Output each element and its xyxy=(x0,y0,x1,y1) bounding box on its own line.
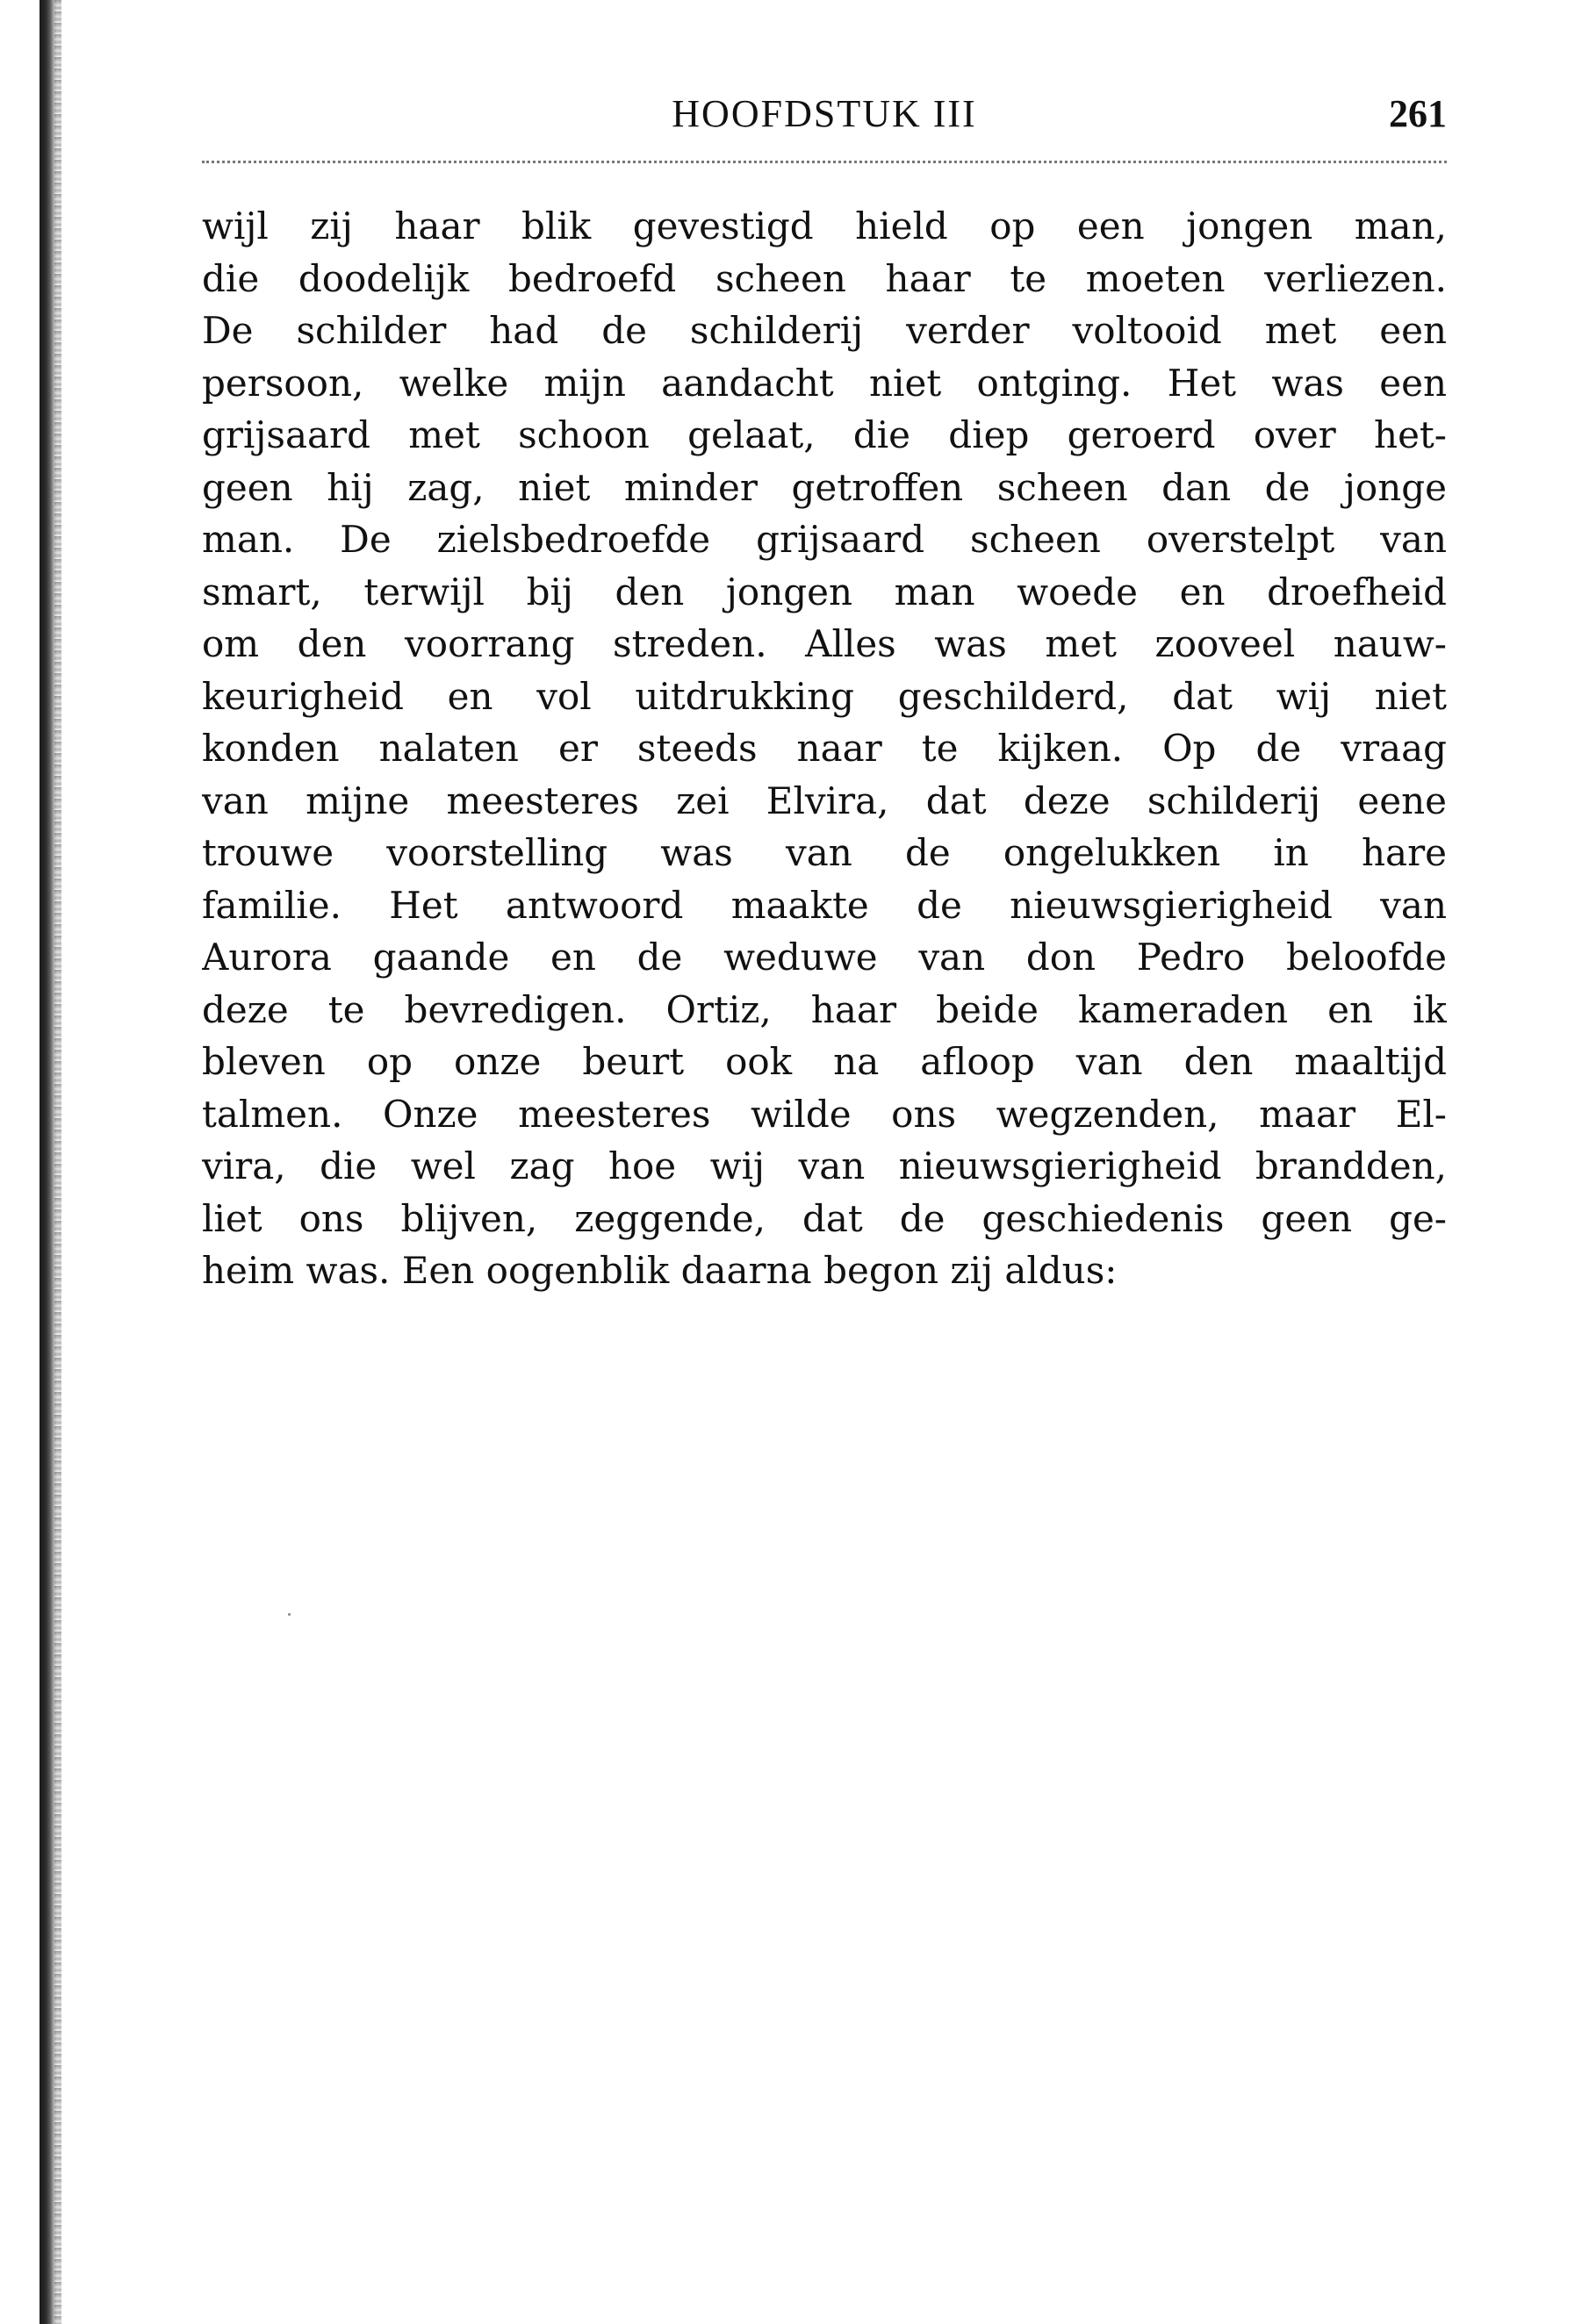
text-line: van mijne meesteres zei Elvira, dat deze schilderij eene xyxy=(202,778,1447,822)
text-line: geen hij zag, niet minder getroffen scheen dan de jonge xyxy=(202,465,1447,509)
print-speck xyxy=(288,1613,291,1616)
text-line: De schilder had de schilderij verder voltooid met een xyxy=(202,309,1447,352)
text-line: persoon, welke mijn aandacht niet ontging. Het was een xyxy=(202,361,1447,405)
text-line: konden nalaten er steeds naar te kijken. Op de vraag xyxy=(202,727,1447,770)
header-rule xyxy=(202,161,1447,163)
page-header xyxy=(202,88,1447,149)
text-line: die doodelijk bedroefd scheen haar te moeten verliezen. xyxy=(202,256,1447,300)
text-line: talmen. Onze meesteres wilde ons wegzenden, maar El- xyxy=(202,1092,1447,1136)
text-line: Aurora gaande en de weduwe van don Pedro beloofde xyxy=(202,936,1447,979)
text-line: bleven op onze beurt ook na afloop van den maaltijd xyxy=(202,1040,1447,1083)
text-line-last: heim was. Een oogenblik daarna begon zij aldus: xyxy=(202,1249,1118,1292)
text-line: wijl zij haar blik gevestigd hield op een jongen man, xyxy=(202,204,1447,247)
body-text xyxy=(202,200,1447,1297)
text-line: man. De zielsbedroefde grijsaard scheen overstelpt van xyxy=(202,518,1447,561)
page-number: 261 xyxy=(1389,92,1447,135)
text-line: trouwe voorstelling was van de ongelukken in hare xyxy=(202,831,1447,874)
text-line: om den voorrang streden. Alles was met zooveel nauw- xyxy=(202,622,1447,665)
text-line: deze te bevredigen. Ortiz, haar beide kameraden en ik xyxy=(202,987,1447,1031)
page-gutter-edge xyxy=(54,0,61,2324)
text-line: familie. Het antwoord maakte de nieuwsgierigheid van xyxy=(202,883,1447,927)
text-line: keurigheid en vol uitdrukking geschilderd, dat wij niet xyxy=(202,674,1447,718)
text-line: vira, die wel zag hoe wij van nieuwsgierigheid brandden, xyxy=(202,1144,1447,1187)
text-line: liet ons blijven, zeggende, dat de geschiedenis geen ge- xyxy=(202,1196,1447,1240)
text-line: grijsaard met schoon gelaat, die diep geroerd over het- xyxy=(202,413,1447,456)
running-title: HOOFDSTUK III xyxy=(672,92,977,135)
text-line: smart, terwijl bij den jongen man woede en droefheid xyxy=(202,570,1447,613)
